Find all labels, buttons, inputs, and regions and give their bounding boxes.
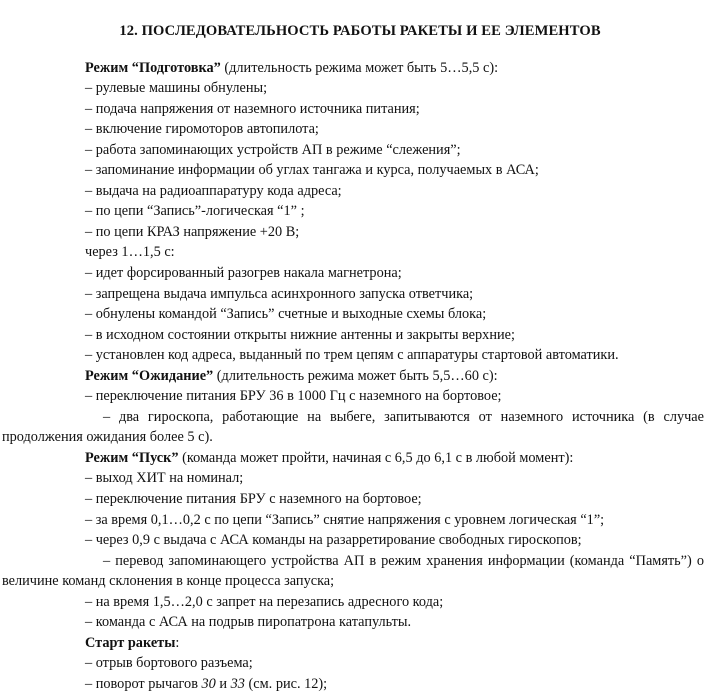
list-item: – по цепи “Запись”-логическая “1” ;: [0, 201, 712, 222]
list-item: – выдача на радиоаппаратуру кода адреса;: [0, 181, 712, 202]
page-title: 12. ПОСЛЕДОВАТЕЛЬНОСТЬ РАБОТЫ РАКЕТЫ И ЕЕ ЭЛЕМЕНТОВ: [0, 0, 720, 41]
section-heading-start: [0, 633, 712, 654]
list-item: – запрещена выдача импульса асинхронного запуска ответчика;: [0, 284, 712, 305]
list-item: – в исходном состоянии открыты нижние антенны и закрыты верхние;: [0, 325, 712, 346]
timing-subheading: через 1…1,5 с:: [0, 242, 712, 263]
document-body: [0, 58, 720, 694]
section-heading-pusk: [0, 448, 712, 469]
list-item-figure-ref: [0, 674, 712, 694]
section-heading-ozhidanie: [0, 366, 712, 387]
list-item: – работа запоминающих устройств АП в режиме “слежения”;: [0, 140, 712, 161]
figure-citation: (см. рис. 12);: [245, 676, 327, 692]
heading-detail: (команда может пройти, начиная с 6,5 до 6,1 с в любой момент):: [179, 450, 574, 466]
list-item: – установлен код адреса, выданный по трем цепям с аппаратуры стартовой автоматики.: [0, 345, 712, 366]
list-item: – за время 0,1…0,2 с по цепи “Запись” снятие напряжения с уровнем логическая “1”;: [0, 510, 712, 531]
heading-label: Старт ракеты: [85, 635, 175, 651]
heading-label: Режим “Пуск”: [85, 450, 179, 466]
list-item: – по цепи КРАЗ напряжение +20 В;: [0, 222, 712, 243]
list-item: – включение гиромоторов автопилота;: [0, 119, 712, 140]
list-item: – идет форсированный разогрев накала магнетрона;: [0, 263, 712, 284]
list-item: – переключение питания БРУ с наземного на бортовое;: [0, 489, 712, 510]
part-reference-30: 30: [202, 676, 216, 692]
heading-label: Режим “Ожидание”: [85, 368, 213, 384]
heading-detail: (длительность режима может быть 5,5…60 с):: [213, 368, 497, 384]
item-text-pre: – поворот рычагов: [85, 676, 202, 692]
part-reference-33: 33: [231, 676, 245, 692]
list-item: – запоминание информации об углах тангажа и курса, получаемых в АСА;: [0, 160, 712, 181]
list-item-paragraph: – перевод запоминающего устройства АП в режим хранения информации (команда “Память”) о величине команд склонения в конце процесса запуска;: [0, 551, 712, 592]
section-heading-podgotovka: [0, 58, 712, 79]
list-item: – отрыв бортового разъема;: [0, 653, 712, 674]
list-item: – подача напряжения от наземного источника питания;: [0, 99, 712, 120]
list-item: – команда с АСА на подрыв пиропатрона катапульты.: [0, 612, 712, 633]
list-item: – на время 1,5…2,0 с запрет на перезапись адресного кода;: [0, 592, 712, 613]
list-item: – рулевые машины обнулены;: [0, 78, 712, 99]
heading-detail: :: [175, 635, 179, 651]
list-item-paragraph: – два гироскопа, работающие на выбеге, запитываются от наземного источника (в случае продолжения ожидания более 5 с).: [0, 407, 712, 448]
list-item: – выход ХИТ на номинал;: [0, 468, 712, 489]
heading-detail: (длительность режима может быть 5…5,5 с):: [221, 60, 498, 76]
heading-label: Режим “Подготовка”: [85, 60, 221, 76]
list-item: – переключение питания БРУ 36 в 1000 Гц с наземного на бортовое;: [0, 386, 712, 407]
list-item: – через 0,9 с выдача с АСА команды на разарретирование свободных гироскопов;: [0, 530, 712, 551]
list-item: – обнулены командой “Запись” счетные и выходные схемы блока;: [0, 304, 712, 325]
item-text-mid: и: [216, 676, 231, 692]
